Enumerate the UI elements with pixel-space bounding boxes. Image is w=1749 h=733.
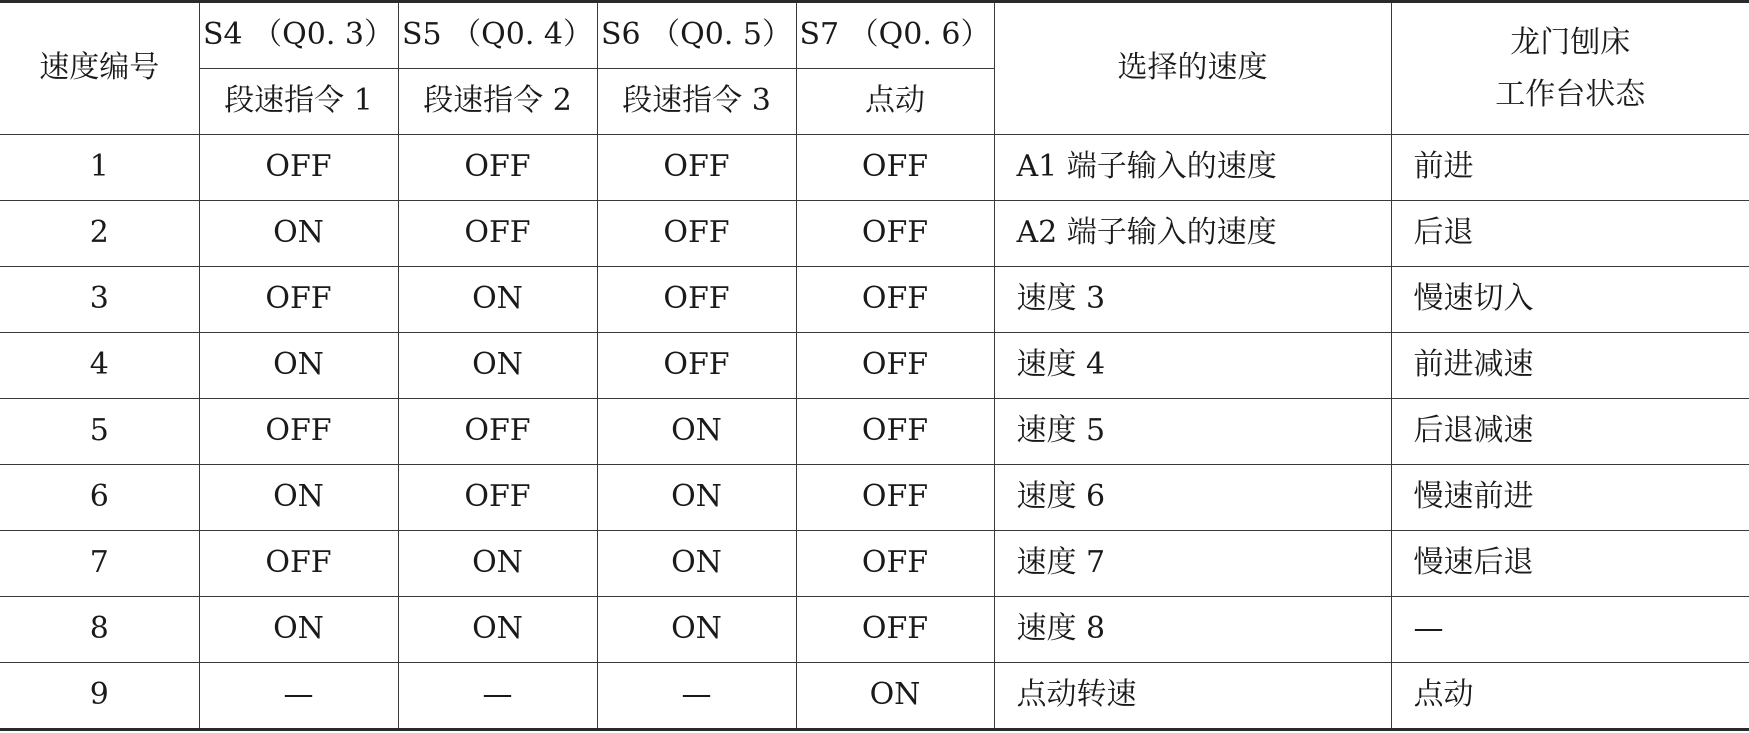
cell-state: 慢速后退 (1391, 531, 1749, 597)
cell-s7: OFF (796, 399, 994, 465)
cell-no: 9 (0, 663, 199, 730)
cell-state: 慢速前进 (1391, 465, 1749, 531)
cell-speed: 速度 8 (994, 597, 1391, 663)
cell-speed: A2 端子输入的速度 (994, 201, 1391, 267)
cell-s6: OFF (597, 135, 796, 201)
table-row (0, 201, 1749, 267)
cell-s7: OFF (796, 333, 994, 399)
cell-s4: ON (199, 465, 398, 531)
table-row (0, 399, 1749, 465)
header-s7: S7 （Q0. 6） (796, 2, 994, 69)
cell-s4: — (199, 663, 398, 730)
cell-s5: ON (398, 267, 597, 333)
header-s4-sub: 段速指令 1 (199, 69, 398, 135)
cell-speed: 速度 7 (994, 531, 1391, 597)
table-row (0, 597, 1749, 663)
table-row (0, 333, 1749, 399)
cell-s4: OFF (199, 399, 398, 465)
header-s7-sub: 点动 (796, 69, 994, 135)
cell-s7: OFF (796, 597, 994, 663)
header-speed-no: 速度编号 (0, 2, 199, 135)
header-s5-sub: 段速指令 2 (398, 69, 597, 135)
cell-speed: 速度 3 (994, 267, 1391, 333)
cell-no: 2 (0, 201, 199, 267)
cell-state: — (1391, 597, 1749, 663)
cell-no: 4 (0, 333, 199, 399)
cell-speed: 速度 5 (994, 399, 1391, 465)
header-selected-speed: 选择的速度 (994, 2, 1391, 135)
cell-state: 慢速切入 (1391, 267, 1749, 333)
cell-s7: OFF (796, 531, 994, 597)
cell-no: 1 (0, 135, 199, 201)
cell-s5: OFF (398, 465, 597, 531)
header-table-state-line2: 工作台状态 (1495, 76, 1646, 112)
cell-s5: OFF (398, 399, 597, 465)
cell-s7: OFF (796, 201, 994, 267)
cell-s5: OFF (398, 135, 597, 201)
header-s6: S6 （Q0. 5） (597, 2, 796, 69)
cell-s5: OFF (398, 201, 597, 267)
cell-s5: — (398, 663, 597, 730)
cell-no: 3 (0, 267, 199, 333)
cell-state: 后退减速 (1391, 399, 1749, 465)
cell-s7: OFF (796, 465, 994, 531)
header-table-state (1391, 2, 1749, 135)
cell-s6: — (597, 663, 796, 730)
cell-s6: OFF (597, 201, 796, 267)
cell-s5: ON (398, 597, 597, 663)
header-s4: S4 （Q0. 3） (199, 2, 398, 69)
cell-s6: OFF (597, 333, 796, 399)
header-row-1 (0, 2, 1749, 69)
cell-s5: ON (398, 333, 597, 399)
cell-s7: OFF (796, 135, 994, 201)
table-row (0, 531, 1749, 597)
cell-s4: OFF (199, 531, 398, 597)
header-s6-sub: 段速指令 3 (597, 69, 796, 135)
cell-s4: ON (199, 333, 398, 399)
header-s5: S5 （Q0. 4） (398, 2, 597, 69)
cell-speed: 速度 4 (994, 333, 1391, 399)
cell-state: 点动 (1391, 663, 1749, 730)
table-row (0, 267, 1749, 333)
cell-s7: ON (796, 663, 994, 730)
cell-state: 后退 (1391, 201, 1749, 267)
cell-s4: OFF (199, 267, 398, 333)
cell-s4: OFF (199, 135, 398, 201)
cell-s6: OFF (597, 267, 796, 333)
cell-no: 6 (0, 465, 199, 531)
table-row (0, 663, 1749, 730)
cell-no: 5 (0, 399, 199, 465)
cell-s6: ON (597, 399, 796, 465)
cell-speed: 速度 6 (994, 465, 1391, 531)
table-row (0, 465, 1749, 531)
cell-s4: ON (199, 597, 398, 663)
cell-s4: ON (199, 201, 398, 267)
table-row (0, 135, 1749, 201)
cell-s7: OFF (796, 267, 994, 333)
header-table-state-line1: 龙门刨床 (1510, 24, 1631, 60)
cell-no: 7 (0, 531, 199, 597)
cell-no: 8 (0, 597, 199, 663)
cell-s5: ON (398, 531, 597, 597)
cell-state: 前进减速 (1391, 333, 1749, 399)
cell-s6: ON (597, 597, 796, 663)
cell-speed: 点动转速 (994, 663, 1391, 730)
cell-state: 前进 (1391, 135, 1749, 201)
cell-speed: A1 端子输入的速度 (994, 135, 1391, 201)
cell-s6: ON (597, 465, 796, 531)
cell-s6: ON (597, 531, 796, 597)
